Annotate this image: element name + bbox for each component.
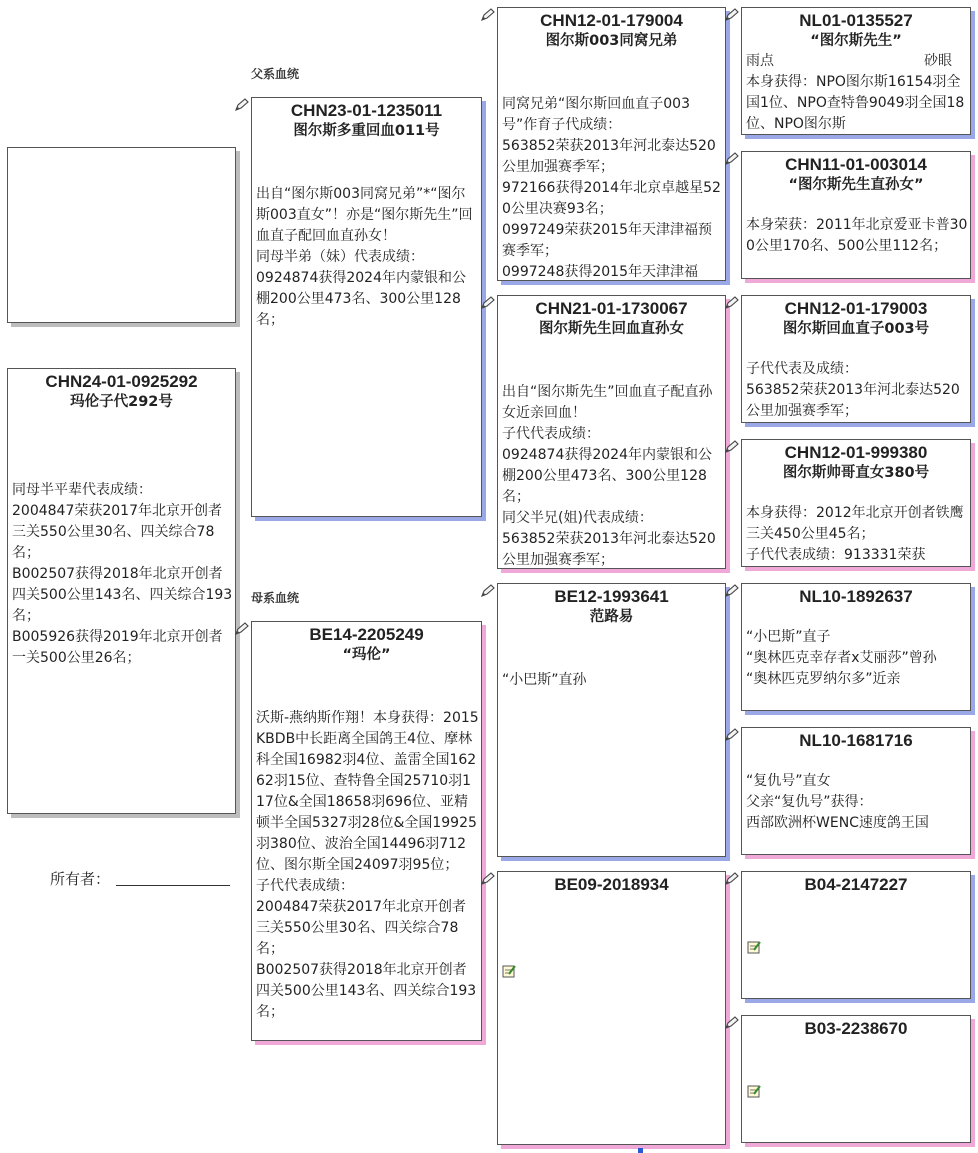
sire-ring: CHN23-01-1235011 [290, 101, 443, 120]
dss-card[interactable] [741, 583, 971, 711]
dds-card[interactable] [741, 871, 971, 999]
sire-dam-text: 出自“图尔斯先生”回血直子配直孙女近亲回血！ 子代代表成绩： 0924874获得2024年内蒙银和公棚200公里473名、300公里128名； 同父半兄(姐)代表成绩： 563852荣获2013年河北泰达520公里加强赛季军； [502, 384, 716, 568]
dam-sire-card[interactable] [497, 583, 726, 857]
ssd-card[interactable] [741, 151, 971, 279]
maternal-label: 母系血统 [251, 591, 300, 605]
pencil-icon[interactable] [234, 622, 250, 636]
pencil-icon[interactable] [724, 872, 740, 886]
sds-card[interactable] [741, 295, 971, 423]
sss-text: 本身获得：NPO图尔斯16154羽全国1位、NPO查特鲁9049羽全国18位、NPO图尔斯 [746, 74, 965, 132]
dam-dam-ring: BE09-2018934 [554, 875, 669, 894]
dsd-text: “复仇号”直女 父亲“复仇号”获得： 西部欧洲杯WENC速度鸽王国 [746, 773, 929, 831]
sire-sire-name: 图尔斯003同窝兄弟 [545, 33, 678, 49]
dam-text: 沃斯-燕纳斯作翔！本身获得：2015KBDB中长距离全国鸽王4位、摩林科全国16982羽4位、盖雷全国16262羽15位、查特鲁全国25710羽117位&全国18658羽696位、亚精顿半全国5327羽28位&全国19925羽380位、波治全国14496羽712位、图尔斯全国24097羽95位； 子代代表成绩： 2004847荣获2017年北京开创者三关550公里30名、四关综合78名； B002507获得2018年北京开创者四关500公里143名、四关综合193名； [256, 710, 479, 1020]
owner-label: 所有者： [50, 870, 111, 888]
sss-name: “图尔斯先生” [810, 33, 902, 49]
paternal-label: 父系血统 [251, 67, 300, 81]
dam-ring: BE14-2205249 [309, 625, 424, 644]
subject-text: 同母半平辈代表成绩： 2004847荣获2017年北京开创者三关550公里30名、四关综合78名； B002507获得2018年北京开创者四关500公里143名、四关综合193名； B005926获得2019年北京开创者一关500公里26名； [12, 482, 233, 666]
subject-card[interactable] [7, 368, 236, 814]
dds-ring: B04-2147227 [804, 875, 908, 894]
sdd-card[interactable] [741, 439, 971, 567]
sdd-text: 本身获得：2012年北京开创者铁鹰三关450公里45名； 子代代表成绩：913331荣获 [746, 505, 964, 563]
sss-eye: 砂眼 [924, 53, 952, 69]
sds-text: 子代代表及成绩： 563852荣获2013年河北泰达520公里加强赛季军； [746, 361, 960, 419]
ssd-name: “图尔斯先生直孙女” [788, 177, 924, 193]
note-icon[interactable] [502, 964, 516, 978]
sss-card[interactable] [741, 7, 971, 135]
sire-text: 出自“图尔斯003同窝兄弟”*“图尔斯003直女”！亦是“图尔斯先生”回血直子配回血直孙女！ 同母半弟（妹）代表成绩： 0924874获得2024年内蒙银和公棚200公里473名、300公里128名； [256, 186, 473, 328]
dsd-ring: NL10-1681716 [799, 731, 913, 750]
pencil-icon[interactable] [724, 152, 740, 166]
sire-dam-name: 图尔斯先生回血直孙女 [539, 321, 684, 337]
subject-ring: CHN24-01-0925292 [45, 372, 198, 391]
ssd-ring: CHN11-01-003014 [785, 155, 927, 174]
dam-sire-ring: BE12-1993641 [554, 587, 669, 606]
sire-sire-card[interactable] [497, 7, 726, 281]
subject-name: 玛伦子代292号 [70, 394, 173, 410]
sss-color: 雨点 [746, 53, 774, 69]
pencil-icon[interactable] [480, 584, 496, 598]
sdd-name: 图尔斯帅哥直女380号 [782, 465, 930, 481]
ddd-card[interactable] [741, 1015, 971, 1143]
dam-sire-text: “小巴斯”直孙 [502, 672, 587, 688]
sire-dam-card[interactable] [497, 295, 726, 569]
pencil-icon[interactable] [724, 440, 740, 454]
sdd-ring: CHN12-01-999380 [784, 443, 928, 462]
sds-ring: CHN12-01-179003 [784, 299, 928, 318]
pencil-icon[interactable] [480, 872, 496, 886]
pencil-icon[interactable] [724, 296, 740, 310]
sire-sire-text: 同窝兄弟“图尔斯回血直子003号”作育子代成绩： 563852荣获2013年河北泰达520公里加强赛季军； 972166获得2014年北京卓越星520公里决赛93名； 0997249荣获2015年天津津福预赛季军； 0997248获得2015年天津津福 [502, 96, 721, 280]
dam-name: “玛伦” [342, 647, 391, 663]
ddd-ring: B03-2238670 [804, 1019, 908, 1038]
pencil-icon[interactable] [724, 8, 740, 22]
pigeon-photo-frame[interactable] [7, 147, 236, 323]
note-icon[interactable] [747, 940, 761, 954]
sss-ring: NL01-0135527 [799, 11, 913, 30]
sire-sire-ring: CHN12-01-179004 [540, 11, 683, 30]
sire-card[interactable] [251, 97, 482, 517]
pencil-icon[interactable] [480, 8, 496, 22]
dam-dam-card[interactable] [497, 871, 726, 1145]
dam-card[interactable] [251, 621, 482, 1041]
pencil-icon[interactable] [724, 1016, 740, 1030]
sds-name: 图尔斯回血直子003号 [782, 321, 930, 337]
pencil-icon[interactable] [480, 296, 496, 310]
note-icon[interactable] [747, 1084, 761, 1098]
pencil-icon[interactable] [234, 98, 250, 112]
pencil-icon[interactable] [724, 728, 740, 742]
dss-text: “小巴斯”直子 “奥林匹克幸存者x艾丽莎”曾孙 “奥林匹克罗纳尔多”近亲 [746, 629, 937, 687]
sire-dam-ring: CHN21-01-1730067 [535, 299, 688, 318]
sire-name: 图尔斯多重回血011号 [293, 123, 440, 139]
pencil-icon[interactable] [724, 584, 740, 598]
dss-ring: NL10-1892637 [799, 587, 913, 606]
selection-handle[interactable] [638, 1148, 643, 1153]
owner-underline[interactable] [116, 885, 230, 886]
dsd-card[interactable] [741, 727, 971, 855]
sss-traits [742, 51, 970, 72]
dam-sire-name: 范路易 [589, 609, 634, 625]
ssd-text: 本身荣获：2011年北京爱亚卡普300公里170名、500公里112名； [746, 217, 968, 254]
